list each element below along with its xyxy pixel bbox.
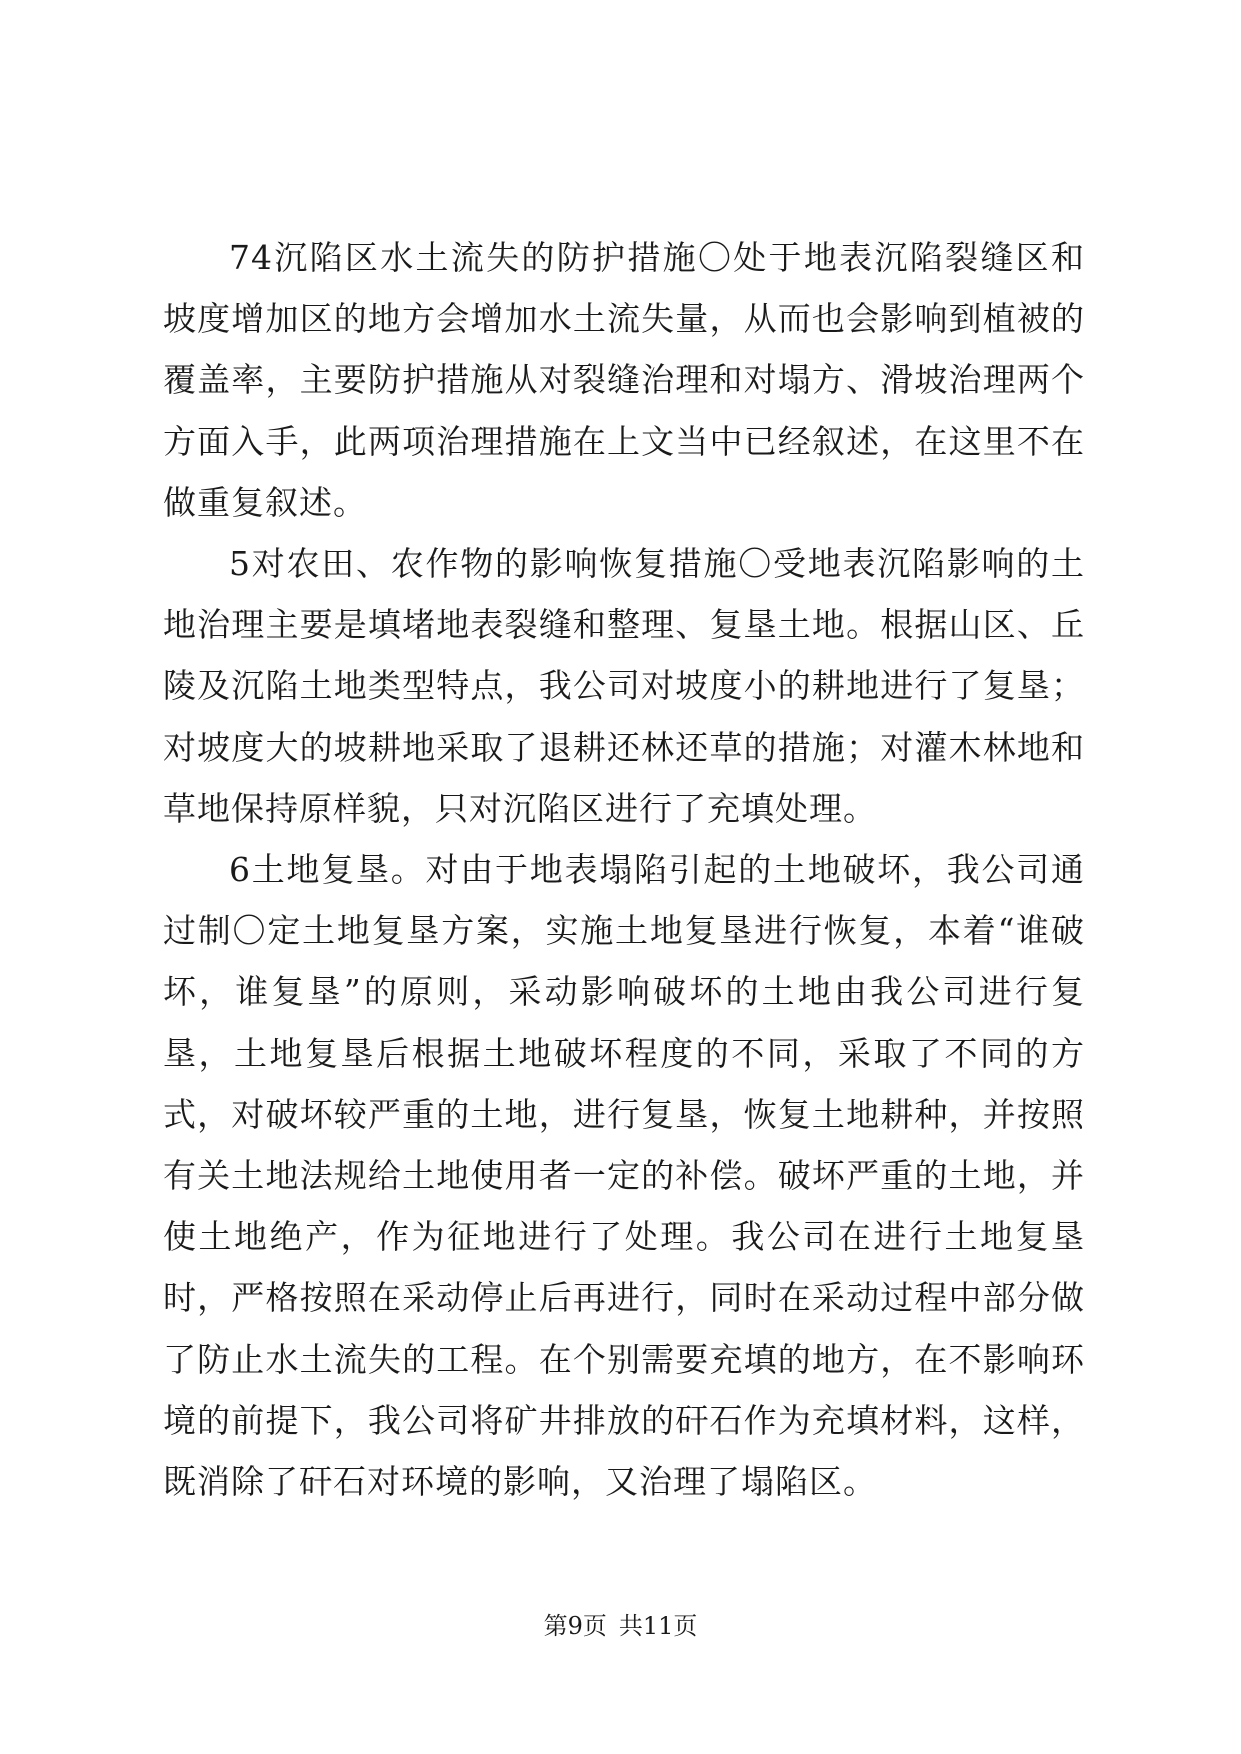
page-total: 共11页 bbox=[618, 1612, 698, 1640]
paragraph-farmland-recovery: 5对农田、农作物的影响恢复措施〇受地表沉陷影响的土地治理主要是填堵地表裂缝和整理、复垦土地。根据山区、丘陵及沉陷土地类型特点，我公司对坡度小的耕地进行了复垦；对坡度大的坡耕地采取了退耕还林还草的措施；对灌木林地和草地保持原样貌，只对沉陷区进行了充填处理。 bbox=[163, 544, 1085, 828]
page-footer bbox=[0, 1610, 1241, 1642]
paragraph-land-reclamation: 6土地复垦。对由于地表塌陷引起的土地破坏，我公司通过制〇定土地复垦方案，实施土地复垦进行恢复，本着“谁破坏，谁复垦”的原则，采动影响破坏的土地由我公司进行复垦，土地复垦后根据土地破坏程度的不同，采取了不同的方式，对破坏较严重的土地，进行复垦，恢复土地耕种，并按照有关土地法规给土地使用者一定的补偿。破坏严重的土地，并使土地绝产，作为征地进行了处理。我公司在进行土地复垦时，严格按照在采动停止后再进行，同时在采动过程中部分做了防止水土流失的工程。在个别需要充填的地方，在不影响环境的前提下，我公司将矿井排放的矸石作为充填材料，这样，既消除了矸石对环境的影响，又治理了塌陷区。 bbox=[163, 850, 1085, 1502]
paragraph-subsidence-erosion: 74沉陷区水土流失的防护措施〇处于地表沉陷裂缝区和坡度增加区的地方会增加水土流失量，从而也会影响到植被的覆盖率，主要防护措施从对裂缝治理和对塌方、滑坡治理两个方面入手，此两项治理措施在上文当中已经叙述，在这里不在做重复叙述。 bbox=[163, 238, 1085, 522]
page-number: 第9页 bbox=[543, 1612, 607, 1640]
document-body bbox=[163, 227, 1085, 1512]
